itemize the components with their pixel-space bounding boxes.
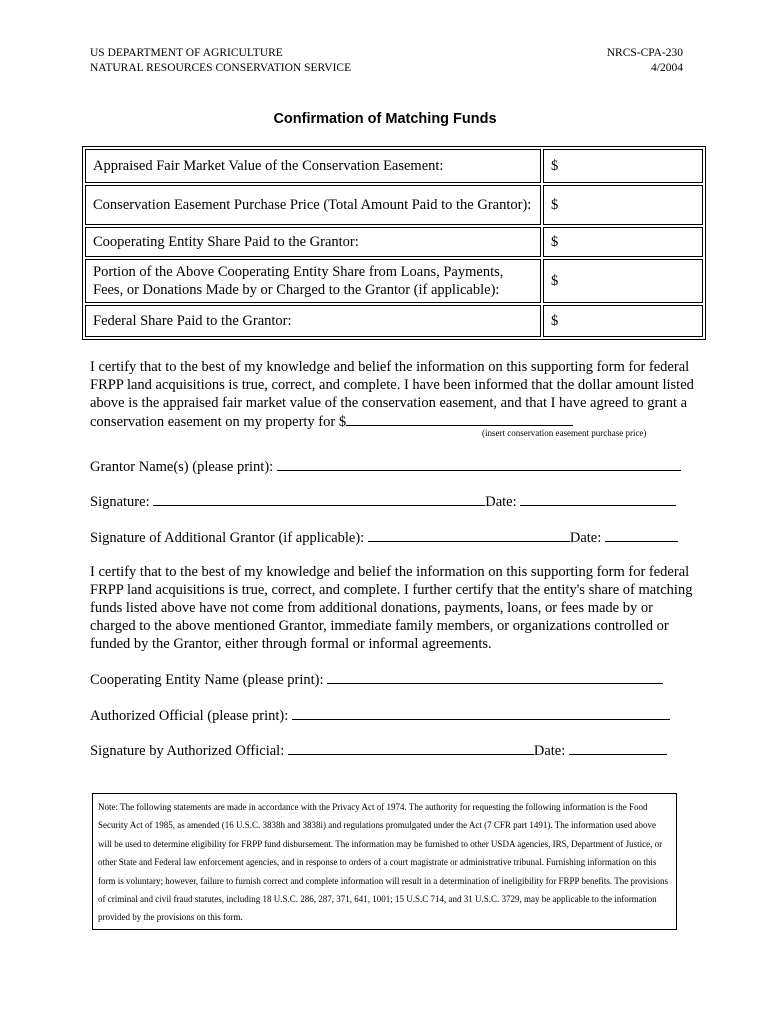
entity-certification: I certify that to the best of my knowledge and belief the information on this supporting form for federal FRPP land acquisitions is true, correct, and complete. I further certify that the entity's share of matching funds listed above have not come from additional donations, payments, loans, or fees made by or charged to the above mentioned Grantor, immediate family members, or organizations controlled or funded by the Grantor, either through formal or informal agreements. <box>90 564 693 652</box>
date-field[interactable] <box>520 492 676 506</box>
form-date: 4/2004 <box>651 62 683 74</box>
amount-field[interactable]: $ <box>543 185 703 225</box>
official-signature-line <box>90 741 667 760</box>
official-signature-field[interactable] <box>288 741 534 755</box>
purchase-price-field[interactable] <box>346 412 573 426</box>
grantor-name-line <box>90 457 681 476</box>
table-row <box>85 185 703 225</box>
agency-name: US DEPARTMENT OF AGRICULTURE <box>90 47 283 59</box>
additional-date-label: Date: <box>569 530 602 546</box>
grantor-name-field[interactable] <box>277 457 681 471</box>
form-id-header <box>607 46 683 76</box>
grantor-certification <box>90 358 700 431</box>
official-date-field[interactable] <box>569 741 667 755</box>
table-row <box>85 149 703 183</box>
date-label: Date: <box>485 494 517 510</box>
table-row <box>85 305 703 337</box>
additional-date-field[interactable] <box>605 528 678 542</box>
row-label: Federal Share Paid to the Grantor: <box>85 305 541 337</box>
entity-name-field[interactable] <box>327 670 663 684</box>
signature-field[interactable] <box>153 492 485 506</box>
signature-label: Signature: <box>90 494 150 510</box>
privacy-act-note: Note: The following statements are made in accordance with the Privacy Act of 1974. The authority for requesting the following information is the Food Security Act of 1985, as amended (16 U.S.C. 3838h and 3838i) and regulations promulgated under the Act (7 CFR part 1491). The information used above will be used to determine eligibility for FRPP fund disbursement. The information may be furnished to other USDA agencies, IRS, Department of Justice, or other State and Federal law enforcement agencies, and in response to orders of a court magistrate or administrative tribunal. Furnishing information on this form is voluntary; however, failure to furnish correct and complete information will result in a determination of ineligibility for FRPP benefits. The provisions of criminal and civil fraud statutes, including 18 U.S.C. 286, 287, 371, 641, 1001; 15 U.S.C 714, and 31 U.S.C. 3729, may be applicable to the information provided by the provisions on this form. <box>92 793 677 930</box>
official-name-line <box>90 706 670 725</box>
matching-funds-table <box>82 146 706 340</box>
page-title: Confirmation of Matching Funds <box>273 111 497 127</box>
row-label: Cooperating Entity Share Paid to the Grantor: <box>85 227 541 257</box>
form-number: NRCS-CPA-230 <box>606 47 683 59</box>
amount-field[interactable]: $ <box>543 149 703 183</box>
table-row <box>85 259 703 303</box>
row-label: Portion of the Above Cooperating Entity Share from Loans, Payments, Fees, or Donations Made by or Charged to the Grantor (if applicable): <box>85 259 541 303</box>
amount-field[interactable]: $ <box>543 227 703 257</box>
agency-service: NATURAL RESOURCES CONSERVATION SERVICE <box>90 62 352 74</box>
amount-field[interactable]: $ <box>543 259 703 303</box>
additional-signature-field[interactable] <box>368 528 570 542</box>
table-row <box>85 227 703 257</box>
grantor-name-label: Grantor Name(s) (please print): <box>90 459 274 475</box>
additional-grantor-label: Signature of Additional Grantor (if applicable): <box>90 530 365 546</box>
official-name-label: Authorized Official (please print): <box>90 708 289 724</box>
row-label: Conservation Easement Purchase Price (Total Amount Paid to the Grantor): <box>85 185 541 225</box>
grantor-signature-line <box>90 492 676 511</box>
amount-field[interactable]: $ <box>543 305 703 337</box>
entity-name-label: Cooperating Entity Name (please print): <box>90 672 324 688</box>
official-date-label: Date: <box>533 743 566 759</box>
additional-grantor-line <box>90 528 678 547</box>
entity-name-line <box>90 670 663 689</box>
official-name-field[interactable] <box>292 706 670 720</box>
purchase-price-hint: (insert conservation easement purchase price) <box>482 428 647 438</box>
official-signature-label: Signature by Authorized Official: <box>90 743 285 759</box>
grantor-certification-text: I certify that to the best of my knowledge and belief the information on this supporting form for federal FRPP land acquisitions is true, correct, and complete. I have been informed that the dollar amount listed above is the appraised fair market value of the conservation easement, and that I have agreed to grant a conservation easement on my property for $ <box>90 359 694 430</box>
row-label: Appraised Fair Market Value of the Conservation Easement: <box>85 149 541 183</box>
agency-header <box>90 46 351 76</box>
